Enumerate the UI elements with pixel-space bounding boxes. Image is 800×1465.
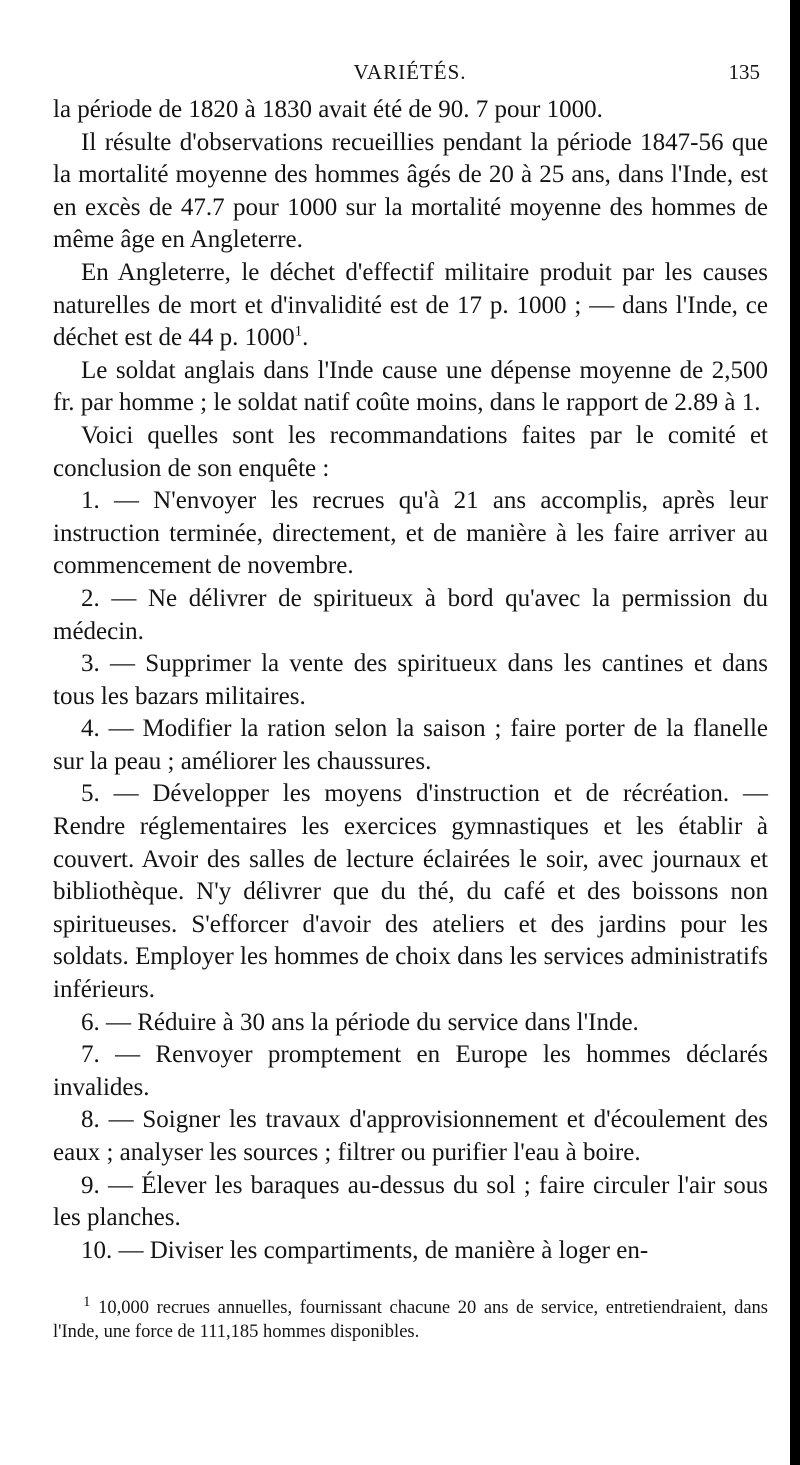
- recommendation-item: 1. — N'envoyer les recrues qu'à 21 ans accomplis, après leur instruction terminée, directement, et de manière à les faire arriver au commencement de novembre.: [53, 487, 768, 580]
- recommendation-item: 7. — Renvoyer promptement en Europe les hommes déclarés invalides.: [53, 1041, 768, 1101]
- paragraph-end: .: [302, 324, 309, 352]
- footnote-marker: 1: [83, 1293, 91, 1310]
- body-text: [53, 94, 768, 1267]
- recommendation-item: 10. — Diviser les compartiments, de manière à loger en-: [81, 1236, 649, 1264]
- recommendation-item: 3. — Supprimer la vente des spiritueux dans les cantines et dans tous les bazars militaires.: [53, 650, 768, 710]
- page-header: [60, 58, 760, 88]
- recommendation-item: 9. — Élever les baraques au-dessus du sol ; faire circuler l'air sous les planches.: [53, 1171, 768, 1232]
- recommendation-item: 6. — Réduire à 30 ans la période du service dans l'Inde.: [81, 1008, 639, 1036]
- paragraph: la période de 1820 à 1830 avait été de 90. 7 pour 1000.: [53, 96, 603, 123]
- recommendation-item: 5. — Développer les moyens d'instruction et de récréation. — Rendre réglementaires les exercices gymnastiques et les établir à couvert. Avoir des salles de lecture éclairées le soir, avec journaux et bibliothèque. N'y délivrer que du thé, du café et des boissons non spiritueuses. S'efforcer d'avoir des ateliers et des jardins pour les soldats. Employer les hommes de choix dans les services administratifs inférieurs.: [53, 780, 768, 1004]
- page-number: 135: [728, 60, 760, 84]
- paragraph-text: En Angleterre, le déchet d'effectif militaire produit par les causes naturelles de mort et d'invalidité est de 17 p. 1000 ; — dans l'Inde, ce déchet est de 44 p. 1000: [53, 258, 768, 352]
- footnote-reference: 1: [294, 323, 303, 340]
- paragraph: Le soldat anglais dans l'Inde cause une dépense moyenne de 2,500 fr. par homme ; le soldat natif coûte moins, dans le rapport de 2.89 à 1.: [53, 356, 768, 417]
- paragraph: [53, 257, 768, 355]
- recommendation-item: 8. — Soigner les travaux d'approvisionnement et d'écoulement des eaux ; analyser les sources ; filtrer ou purifier l'eau à boire.: [53, 1106, 768, 1166]
- running-title: VARIÉTÉS.: [353, 60, 467, 84]
- recommendation-item: 4. — Modifier la ration selon la saison ; faire porter de la flanelle sur la peau ; améliorer les chaussures.: [53, 715, 768, 775]
- footnote-text: 10,000 recrues annuelles, fournissant chacune 20 ans de service, entretiendraient, dans l'Inde, une force de 111,185 hommes disponibles.: [53, 1298, 768, 1342]
- paragraph: Voici quelles sont les recommandations faites par le comité et conclusion de son enquête :: [53, 421, 768, 482]
- recommendation-item: 2. — Ne délivrer de spiritueux à bord qu'avec la permission du médecin.: [53, 584, 768, 645]
- paragraph: Il résulte d'observations recueillies pendant la période 1847-56 que la mortalité moyenne des hommes âgés de 20 à 25 ans, dans l'Inde, est en excès de 47.7 pour 1000 sur la mortalité moyenne des hommes de même âge en Angleterre.: [53, 128, 768, 254]
- footnote: [53, 1293, 768, 1344]
